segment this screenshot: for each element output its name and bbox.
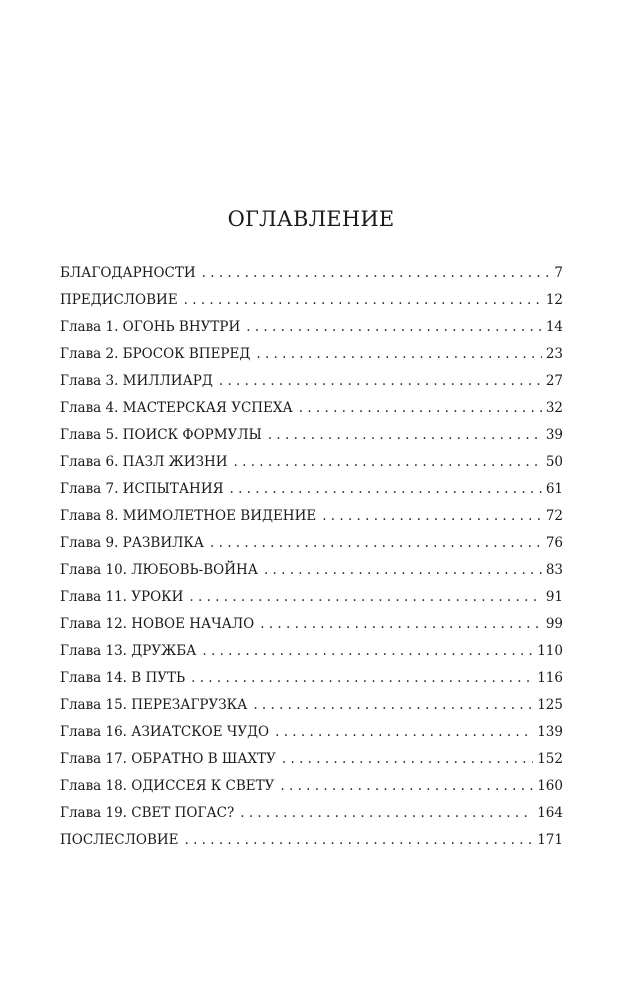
toc-leader-dots bbox=[322, 508, 542, 524]
toc-entry bbox=[60, 697, 563, 724]
toc-entry-page: 164 bbox=[537, 805, 563, 821]
toc-entry bbox=[60, 373, 563, 400]
toc-entry-page: 14 bbox=[545, 319, 563, 335]
toc-leader-dots bbox=[184, 292, 542, 308]
toc-leader-dots bbox=[202, 265, 551, 281]
toc-entry bbox=[60, 670, 563, 697]
toc-entry-page: 83 bbox=[545, 562, 563, 578]
toc-entry bbox=[60, 751, 563, 778]
toc-entry-label: Глава 1. ОГОНЬ ВНУТРИ bbox=[60, 319, 241, 335]
toc-leader-dots bbox=[264, 562, 542, 578]
toc-entry bbox=[60, 454, 563, 481]
toc-entry-label: Глава 13. ДРУЖБА bbox=[60, 643, 197, 659]
toc-entry-page: 116 bbox=[537, 670, 563, 686]
toc-leader-dots bbox=[240, 805, 533, 821]
toc-leader-dots bbox=[260, 616, 542, 632]
toc-entry-label: ПОСЛЕСЛОВИЕ bbox=[60, 832, 179, 848]
toc-entry-page: 125 bbox=[537, 697, 563, 713]
toc-entry bbox=[60, 427, 563, 454]
toc-entry-label: Глава 8. МИМОЛЕТНОЕ ВИДЕНИЕ bbox=[60, 508, 317, 524]
toc-entry-label: Глава 18. ОДИССЕЯ К СВЕТУ bbox=[60, 778, 275, 794]
toc-leader-dots bbox=[191, 670, 533, 686]
toc-entry bbox=[60, 400, 563, 427]
toc-entry-label: БЛАГОДАРНОСТИ bbox=[60, 265, 196, 281]
toc-entry-page: 50 bbox=[545, 454, 563, 470]
page-title: ОГЛАВЛЕНИЕ bbox=[227, 207, 395, 231]
toc-entry bbox=[60, 778, 563, 805]
toc-leader-dots bbox=[253, 697, 533, 713]
toc-entry-page: 139 bbox=[537, 724, 563, 740]
toc-entry-label: ПРЕДИСЛОВИЕ bbox=[60, 292, 178, 308]
toc-entry-label: Глава 4. МАСТЕРСКАЯ УСПЕХА bbox=[60, 400, 293, 416]
toc-entry bbox=[60, 589, 563, 616]
toc-leader-dots bbox=[275, 724, 533, 740]
toc-entry-label: Глава 17. ОБРАТНО В ШАХТУ bbox=[60, 751, 276, 767]
toc-entry-label: Глава 10. ЛЮБОВЬ-ВОЙНА bbox=[60, 562, 258, 578]
toc-entry-page: 171 bbox=[537, 832, 563, 848]
toc-entry-page: 61 bbox=[545, 481, 563, 497]
toc-entry-label: Глава 14. В ПУТЬ bbox=[60, 670, 186, 686]
toc-leader-dots bbox=[202, 643, 533, 659]
toc-leader-dots bbox=[256, 346, 541, 362]
toc-entry-label: Глава 9. РАЗВИЛКА bbox=[60, 535, 205, 551]
toc-entry bbox=[60, 805, 563, 832]
toc-entry-page: 110 bbox=[537, 643, 563, 659]
toc-entry bbox=[60, 346, 563, 373]
toc-entry-page: 152 bbox=[537, 751, 563, 767]
toc-entry bbox=[60, 832, 563, 859]
toc-entry-page: 91 bbox=[545, 589, 563, 605]
toc-entry-label: Глава 19. СВЕТ ПОГАС? bbox=[60, 805, 235, 821]
toc-entry-label: Глава 5. ПОИСК ФОРМУЛЫ bbox=[60, 427, 262, 443]
toc-entry-label: Глава 7. ИСПЫТАНИЯ bbox=[60, 481, 224, 497]
toc-entry bbox=[60, 481, 563, 508]
toc-leader-dots bbox=[230, 481, 542, 497]
toc-entry-page: 32 bbox=[545, 400, 563, 416]
toc-entry-page: 12 bbox=[545, 292, 563, 308]
toc-leader-dots bbox=[210, 535, 542, 551]
toc-entry-page: 160 bbox=[537, 778, 563, 794]
toc-entry bbox=[60, 643, 563, 670]
toc-entry-label: Глава 6. ПАЗЛ ЖИЗНИ bbox=[60, 454, 228, 470]
toc-entry-label: Глава 16. АЗИАТСКОЕ ЧУДО bbox=[60, 724, 270, 740]
toc-entry bbox=[60, 319, 563, 346]
toc-entry-page: 72 bbox=[545, 508, 563, 524]
toc-entry bbox=[60, 562, 563, 589]
toc-entry-label: Глава 2. БРОСОК ВПЕРЕД bbox=[60, 346, 251, 362]
toc-entry bbox=[60, 724, 563, 751]
toc-entry-label: Глава 15. ПЕРЕЗАГРУЗКА bbox=[60, 697, 248, 713]
toc-entry-page: 39 bbox=[545, 427, 563, 443]
toc-leader-dots bbox=[219, 373, 542, 389]
toc-entry-page: 76 bbox=[545, 535, 563, 551]
toc-entry-page: 99 bbox=[545, 616, 563, 632]
toc-entry bbox=[60, 265, 563, 292]
toc-entry bbox=[60, 535, 563, 562]
table-of-contents bbox=[60, 265, 563, 859]
toc-entry-page: 27 bbox=[545, 373, 563, 389]
toc-leader-dots bbox=[189, 589, 541, 605]
toc-leader-dots bbox=[246, 319, 542, 335]
toc-leader-dots bbox=[299, 400, 542, 416]
toc-leader-dots bbox=[280, 778, 533, 794]
toc-entry-page: 23 bbox=[545, 346, 563, 362]
toc-entry bbox=[60, 292, 563, 319]
toc-leader-dots bbox=[282, 751, 533, 767]
toc-entry-label: Глава 3. МИЛЛИАРД bbox=[60, 373, 213, 389]
toc-entry bbox=[60, 616, 563, 643]
toc-leader-dots bbox=[234, 454, 542, 470]
toc-leader-dots bbox=[268, 427, 542, 443]
toc-entry-page: 7 bbox=[554, 265, 563, 281]
toc-leader-dots bbox=[185, 832, 534, 848]
toc-entry-label: Глава 11. УРОКИ bbox=[60, 589, 184, 605]
toc-entry bbox=[60, 508, 563, 535]
toc-entry-label: Глава 12. НОВОЕ НАЧАЛО bbox=[60, 616, 255, 632]
